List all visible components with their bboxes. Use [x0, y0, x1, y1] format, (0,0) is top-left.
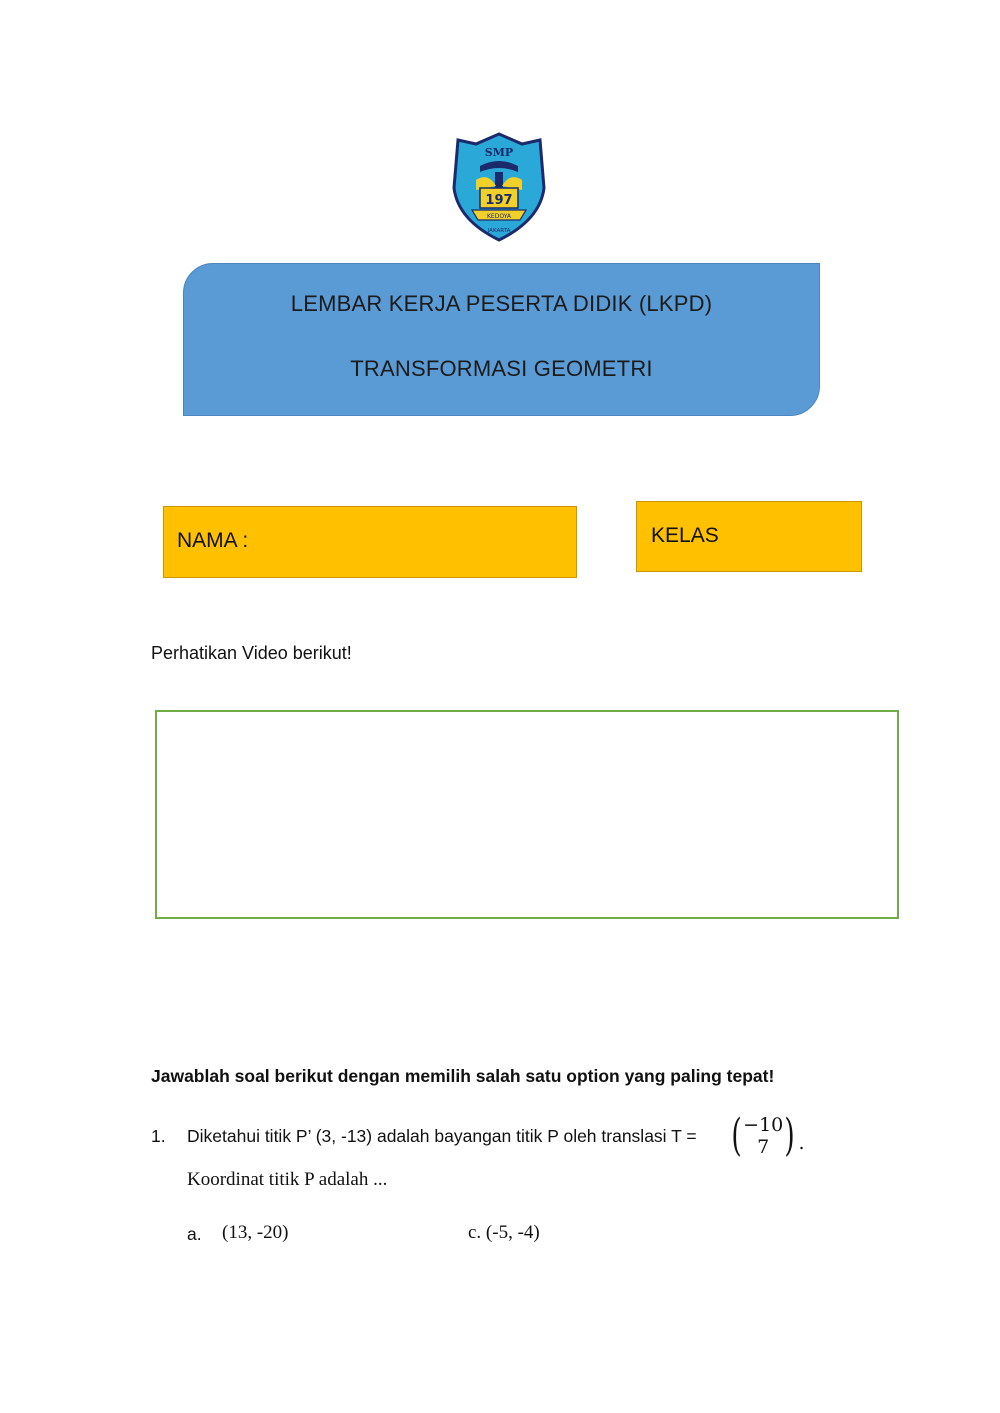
translation-matrix	[728, 1112, 805, 1160]
option-c[interactable]: c. (-5, -4)	[468, 1222, 540, 1243]
matrix-left-paren: (	[731, 1110, 742, 1161]
page-subtitle: TRANSFORMASI GEOMETRI	[350, 356, 653, 381]
matrix-bottom: 7	[757, 1136, 770, 1158]
name-label: NAMA :	[177, 529, 249, 552]
video-frame[interactable]	[155, 710, 899, 919]
question-number: 1.	[151, 1126, 166, 1146]
class-field[interactable]	[636, 501, 862, 572]
logo-number: 197	[485, 193, 513, 208]
logo-top-text: SMP	[484, 146, 514, 159]
matrix-column	[743, 1114, 783, 1158]
logo-city: JAKARTA	[487, 228, 511, 234]
question-text: Diketahui titik P’ (3, -13) adalah bayangan titik P oleh translasi T =	[187, 1126, 697, 1146]
header-banner	[183, 263, 820, 416]
matrix-right-paren: )	[784, 1110, 796, 1161]
video-instruction: Perhatikan Video berikut!	[151, 643, 352, 663]
option-a[interactable]: (13, -20)	[222, 1222, 289, 1243]
class-label: KELAS	[651, 524, 719, 547]
matrix-top: −10	[743, 1114, 784, 1136]
matrix-end: .	[798, 1132, 805, 1154]
logo-ribbon: KEDOYA	[486, 213, 512, 220]
school-logo	[440, 128, 558, 246]
quiz-instruction: Jawablah soal berikut dengan memilih salah satu option yang paling tepat!	[151, 1066, 775, 1086]
question-ask: Koordinat titik P adalah ...	[187, 1169, 388, 1190]
option-a-letter[interactable]: a.	[187, 1224, 202, 1244]
name-field[interactable]	[163, 506, 577, 578]
page-title: LEMBAR KERJA PESERTA DIDIK (LKPD)	[290, 291, 713, 316]
